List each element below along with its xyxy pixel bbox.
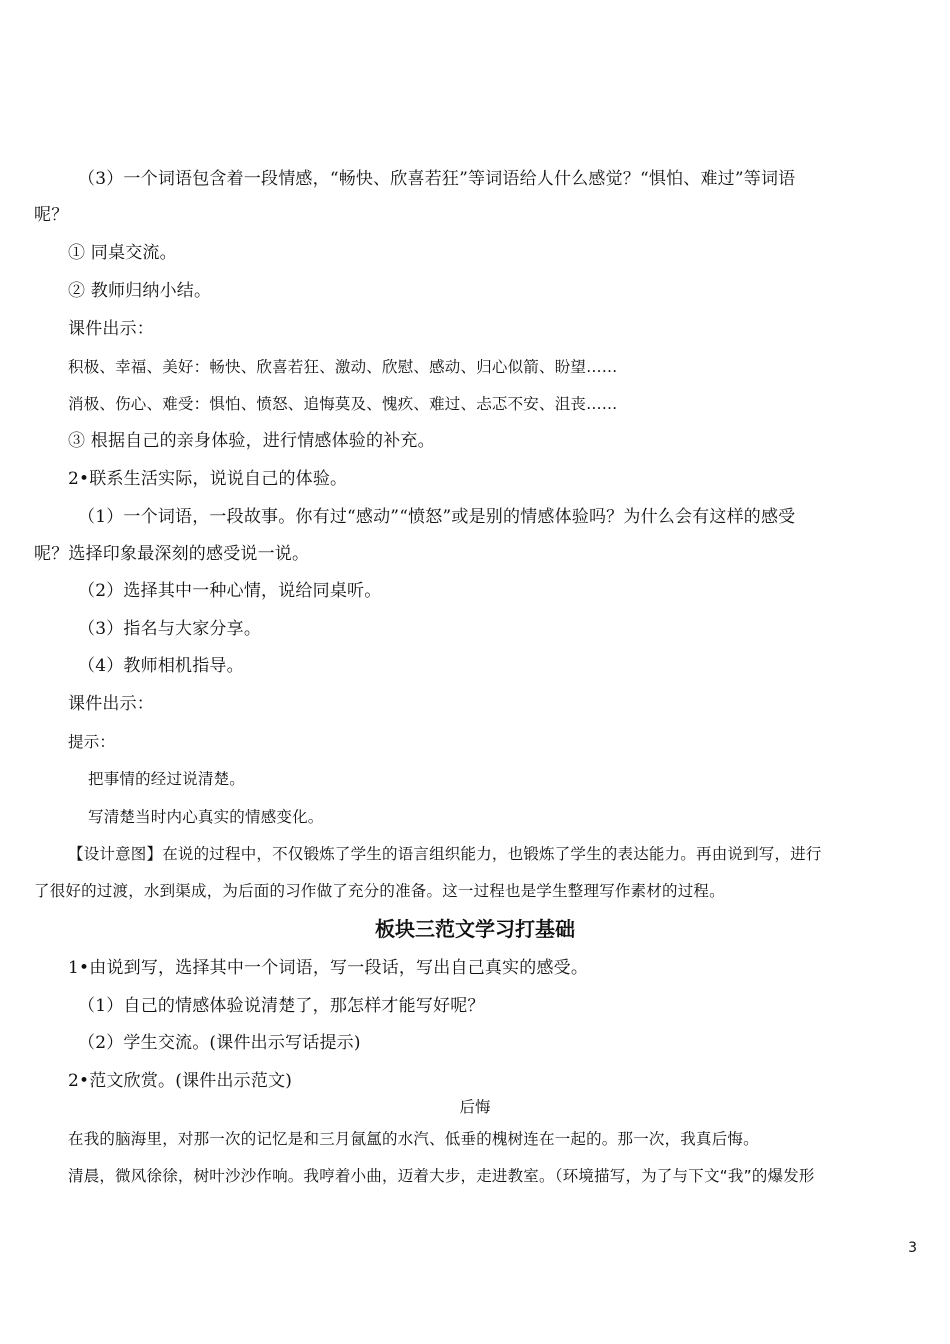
list-item: ③ 根据自己的亲身体验，进行情感体验的补充。 xyxy=(68,431,435,451)
list-item: （4）教师相机指导。 xyxy=(78,656,244,676)
essay-line: 在我的脑海里，对那一次的记忆是和三月氤氲的水汽、低垂的槐树连在一起的。那一次，我真后悔。 xyxy=(68,1130,759,1148)
tip-label: 提示： xyxy=(68,733,116,751)
paragraph-line: （3）一个词语包含着一段情感，“畅快、欣喜若狂”等词语给人什么感觉？“惧怕、难过”等词语 xyxy=(78,169,796,189)
tip-line: 把事情的经过说清楚。 xyxy=(88,770,246,788)
page-number: 3 xyxy=(908,1240,917,1256)
paragraph-line: 1•由说到写，选择其中一个词语，写一段话，写出自己真实的感受。 xyxy=(68,958,589,978)
list-item: ① 同桌交流。 xyxy=(68,243,177,263)
design-intent-line: 了很好的过渡，水到渠成，为后面的习作做了充分的准备。这一过程也是学生整理写作素材的过程。 xyxy=(34,882,725,900)
design-intent-line: 【设计意图】在说的过程中，不仅锻炼了学生的语言组织能力，也锻炼了学生的表达能力。再由说到写，进行 xyxy=(68,845,822,863)
list-item: （2）学生交流。(课件出示写话提示) xyxy=(78,1033,361,1053)
list-item: （1）自己的情感体验说清楚了，那怎样才能写好呢？ xyxy=(78,996,485,1016)
paragraph-line: 2•联系生活实际，说说自己的体验。 xyxy=(68,469,348,489)
essay-line: 清晨，微风徐徐，树叶沙沙作响。我哼着小曲，迈着大步，走进教室。（环境描写，为了与下文“我”的爆发形 xyxy=(68,1167,815,1185)
courseware-line: 积极、幸福、美好：畅快、欣喜若狂、激动、欣慰、感动、归心似箭、盼望…… xyxy=(68,358,618,376)
list-item: （3）指名与大家分享。 xyxy=(78,619,262,639)
list-item: ② 教师归纳小结。 xyxy=(68,281,212,301)
paragraph-line: 课件出示： xyxy=(68,694,154,714)
paragraph-line: 呢？ xyxy=(34,205,69,225)
tip-line: 写清楚当时内心真实的情感变化。 xyxy=(88,808,324,826)
paragraph-line: 呢？选择印象最深刻的感受说一说。 xyxy=(34,544,310,564)
essay-title: 后悔 xyxy=(459,1098,491,1116)
courseware-line: 消极、伤心、难受：惧怕、愤怒、追悔莫及、愧疚、难过、忐忑不安、沮丧…… xyxy=(68,395,618,413)
paragraph-line: 2•范文欣赏。(课件出示范文) xyxy=(68,1071,293,1091)
paragraph-line: 课件出示： xyxy=(68,319,154,339)
paragraph-line: （1）一个词语，一段故事。你有过“感动”“愤怒”或是别的情感体验吗？为什么会有这样的感受 xyxy=(78,507,796,527)
section-title: 板块三范文学习打基础 xyxy=(375,917,575,941)
list-item: （2）选择其中一种心情，说给同桌听。 xyxy=(78,581,382,601)
